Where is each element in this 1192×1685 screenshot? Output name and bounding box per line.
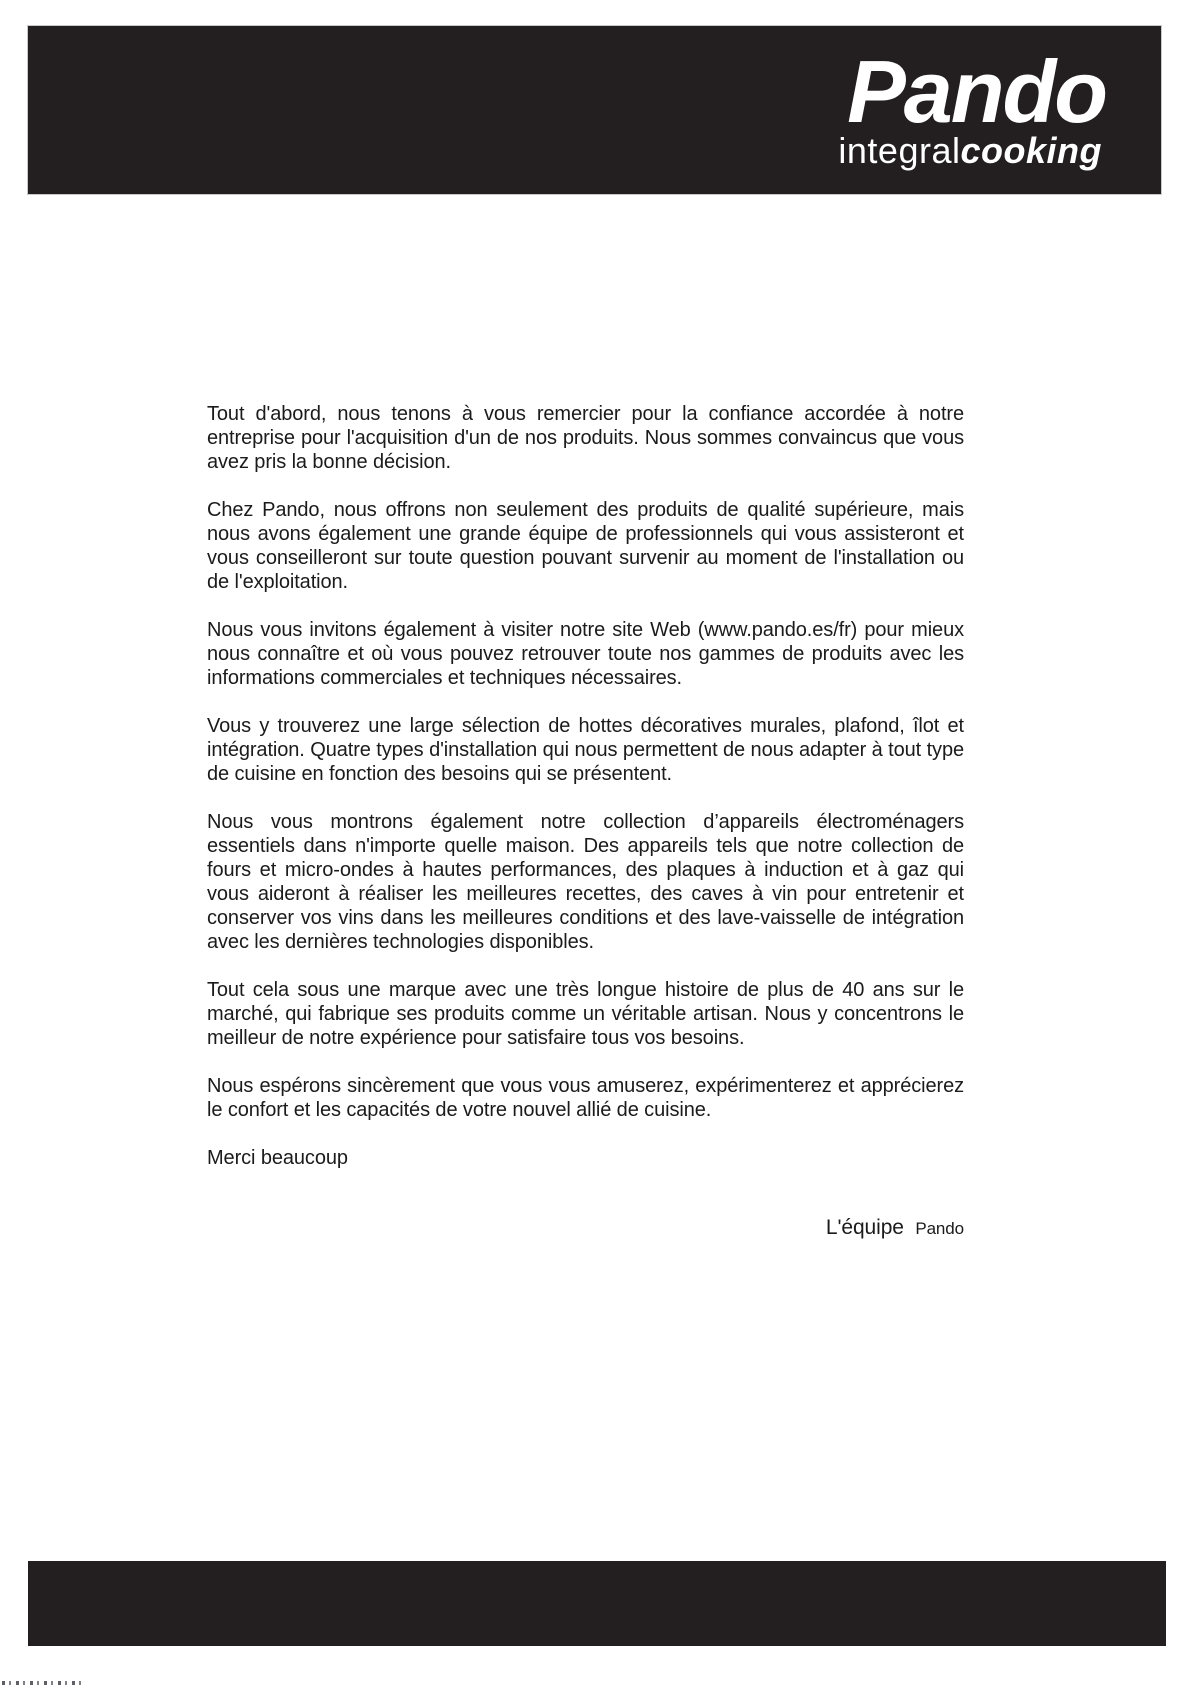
paragraph-hoods: Vous y trouverez une large sélection de hottes décoratives murales, plafond, îlot et intégration. Quatre types d'installation qui nous permettent de nous adapter à tout type de cuisine en fonction des besoins qui se présentent.	[207, 715, 964, 785]
logo-brand-text: Pando	[847, 42, 1106, 141]
logo-tagline-bold: cooking	[960, 130, 1102, 171]
footer-band	[28, 1561, 1166, 1646]
letter-body	[207, 402, 964, 1241]
paragraph-appliances: Nous vous montrons également notre collection d’appareils électroménagers essentiels dans n'importe quelle maison. Des appareils tels que notre collection de fours et micro-ondes à hautes performances, des plaques à induction et à gaz qui vous aideront à réaliser les meilleures recettes, des caves à vin pour entretenir et conserver vos vins dans les meilleures conditions et des lave-vaisselle de intégration avec les dernières technologies disponibles.	[207, 811, 964, 953]
pando-logo	[838, 42, 1106, 171]
paragraph-thanks: Tout d'abord, nous tenons à vous remercier pour la confiance accordée à notre entreprise pour l'acquisition d'un de nos produits. Nous sommes convaincus que vous avez pris la bonne décision.	[207, 403, 964, 473]
cut-off-text-fragment	[2, 1681, 84, 1685]
signature-prefix: L'équipe	[825, 1216, 904, 1239]
header-band	[27, 25, 1162, 195]
logo-tagline	[838, 130, 1106, 171]
paragraph-website: Nous vous invitons également à visiter notre site Web (www.pando.es/fr) pour mieux nous connaître et où vous pouvez retrouver toute nos gammes de produits avec les informations commerciales et techniques nécessaires.	[207, 619, 964, 689]
signature-line	[207, 1216, 964, 1241]
paragraph-team: Chez Pando, nous offrons non seulement des produits de qualité supérieure, mais nous avons également une grande équipe de professionnels qui vous assisteront et vous conseilleront sur toute question pouvant survenir au moment de l'installation ou de l'exploitation.	[207, 499, 964, 593]
closing-thanks: Merci beaucoup	[207, 1147, 348, 1169]
paragraph-brand-history: Tout cela sous une marque avec une très longue histoire de plus de 40 ans sur le marché, qui fabrique ses produits comme un véritable artisan. Nous y concentrons le meilleur de notre expérience pour satisfaire tous vos besoins.	[207, 979, 964, 1049]
signature-brand: Pando	[915, 1219, 964, 1238]
logo-tagline-regular: integral	[838, 130, 961, 171]
paragraph-hope: Nous espérons sincèrement que vous vous amuserez, expérimenterez et apprécierez le confort et les capacités de votre nouvel allié de cuisine.	[207, 1075, 964, 1121]
